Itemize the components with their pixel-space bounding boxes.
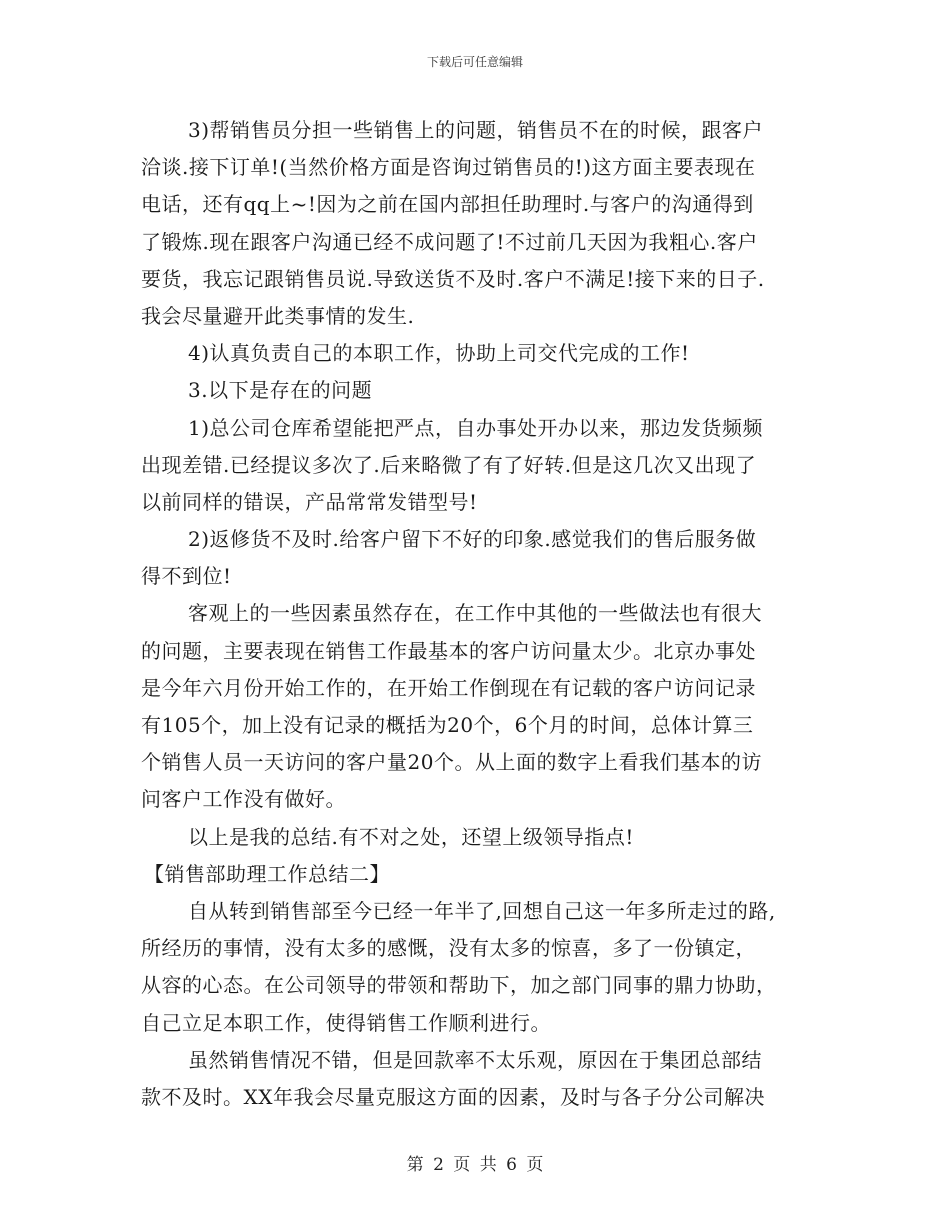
text-line: 的问题，主要表现在销售工作最基本的客户访问量太少。北京办事处 xyxy=(141,638,756,663)
text-line: 虽然销售情况不错，但是回款率不太乐观，原因在于集团总部结 xyxy=(188,1047,762,1072)
text-line: 客观上的一些因素虽然存在，在工作中其他的一些做法也有很大 xyxy=(188,601,762,626)
page-number-footer: 第 2 页 共 6 页 xyxy=(406,1155,544,1175)
text-line: 自从转到销售部至今已经一年半了,回想自己这一年多所走过的路, xyxy=(188,898,776,923)
text-line: 4)认真负责自己的本职工作，协助上司交代完成的工作! xyxy=(188,341,690,366)
text-line: 我会尽量避开此类事情的发生. xyxy=(141,303,415,328)
page-header-note: 下载后可任意编辑 xyxy=(426,55,523,69)
text-line: 个销售人员一天访问的客户量20个。从上面的数字上看我们基本的访 xyxy=(141,750,762,775)
document-body xyxy=(141,112,821,1116)
text-line: 电话，还有qq上~!因为之前在国内部担任助理时.与客户的沟通得到 xyxy=(141,192,754,217)
text-line: 了锻炼.现在跟客户沟通已经不成问题了!不过前几天因为我粗心.客户 xyxy=(141,229,758,254)
text-line: 是今年六月份开始工作的，在开始工作倒现在有记载的客户访问记录 xyxy=(141,675,756,700)
text-line: 出现差错.已经提议多次了.后来略微了有了好转.但是这几次又出现了 xyxy=(141,452,757,477)
section-title: 【销售部助理工作总结二】 xyxy=(144,861,390,886)
text-line: 洽谈.接下订单!(当然价格方面是咨询过销售员的!)这方面主要表现在 xyxy=(141,155,756,180)
text-line: 要货，我忘记跟销售员说.导致送货不及时.客户不满足!接下来的日子. xyxy=(141,266,765,291)
text-line: 以前同样的错误，产品常常发错型号! xyxy=(141,489,478,514)
section-heading: 3.以下是存在的问题 xyxy=(188,378,373,403)
text-line: 1)总公司仓库希望能把严点，自办事处开办以来，那边发货频频 xyxy=(188,415,764,440)
text-line: 从容的心态。在公司领导的带领和帮助下，加之部门同事的鼎力协助， xyxy=(141,973,777,998)
text-line: 自己立足本职工作，使得销售工作顺利进行。 xyxy=(141,1010,551,1035)
text-line: 有105个，加上没有记录的概括为20个，6个月的时间，总体计算三 xyxy=(141,713,754,737)
text-line: 3)帮销售员分担一些销售上的问题，销售员不在的时候，跟客户 xyxy=(188,118,764,142)
text-line: 款不及时。XX年我会尽量克服这方面的因素，及时与各子分公司解决 xyxy=(141,1084,765,1109)
text-line: 2)返修货不及时.给客户留下不好的印象.感觉我们的售后服务做 xyxy=(188,527,757,552)
text-line: 所经历的事情，没有太多的感慨，没有太多的惊喜，多了一份镇定， xyxy=(141,936,756,961)
text-line: 以上是我的总结.有不对之处，还望上级领导指点! xyxy=(188,824,634,849)
text-line: 得不到位! xyxy=(141,564,232,589)
text-line: 问客户工作没有做好。 xyxy=(141,787,346,812)
